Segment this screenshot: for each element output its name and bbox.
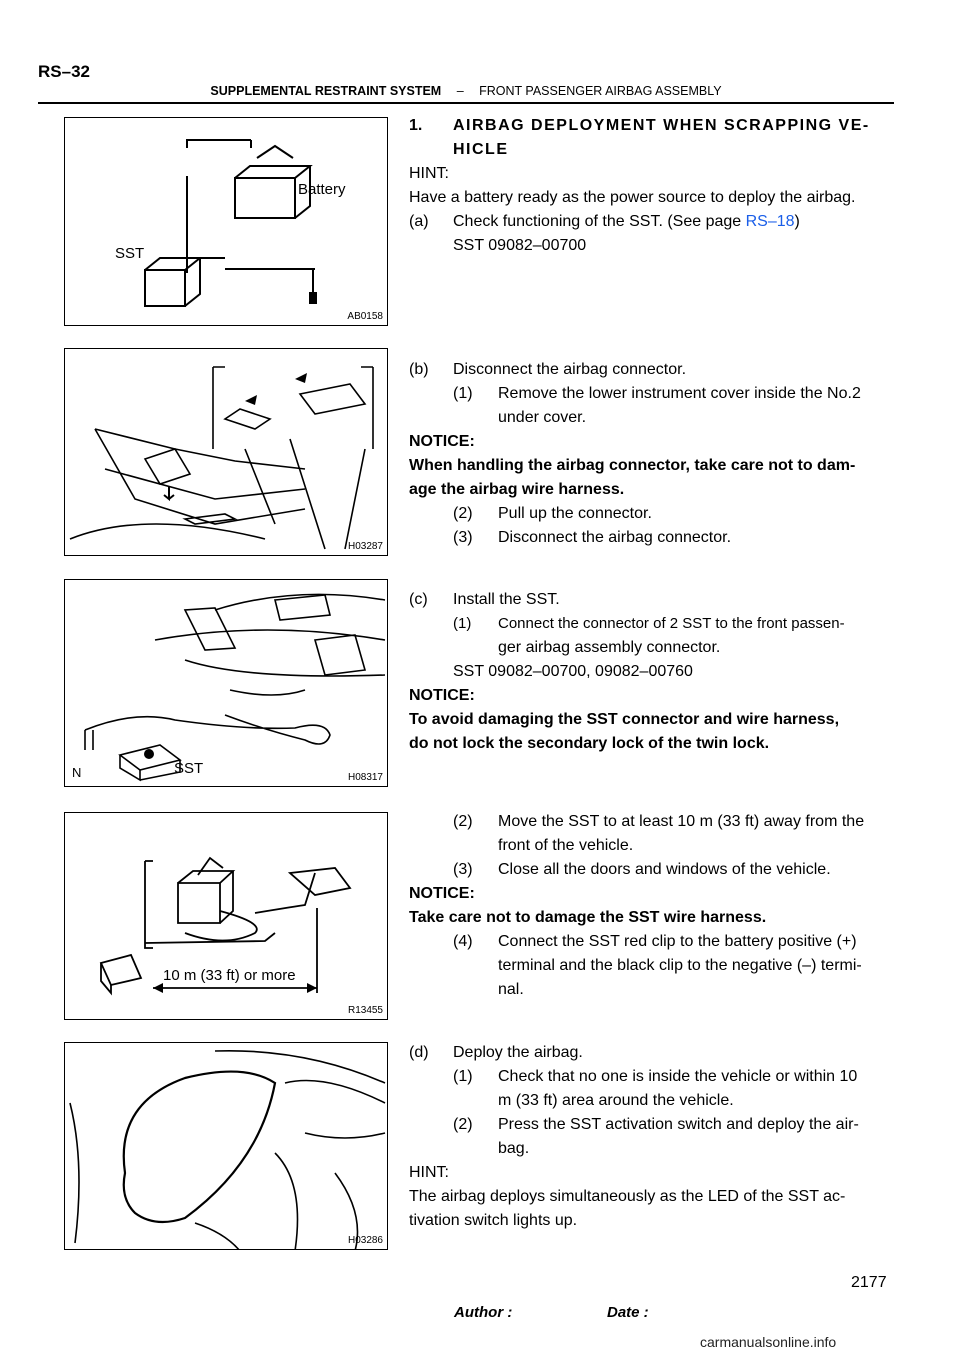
figure-airbag-connector xyxy=(64,348,388,556)
hint-label: HINT: xyxy=(409,165,449,182)
notice-label: NOTICE: xyxy=(409,885,475,902)
item-text: Press the SST activation switch and deploy the air- xyxy=(498,1116,859,1133)
figure-install-sst xyxy=(64,579,388,787)
notice-label: NOTICE: xyxy=(409,687,475,704)
sst-number: SST 09082–00700 xyxy=(453,237,587,254)
notice-text-cont: age the airbag wire harness. xyxy=(409,481,625,498)
page-code: RS–32 xyxy=(38,62,90,81)
item-text: Connect the SST red clip to the battery positive (+) xyxy=(498,933,857,950)
item-text: Connect the connector of 2 SST to the front passen- xyxy=(498,615,845,632)
deployed-airbag-drawing xyxy=(65,1043,388,1250)
sst-distance-drawing xyxy=(65,813,388,1020)
item-number: (1) xyxy=(453,1068,473,1085)
section-airbag-deployment xyxy=(409,114,895,258)
battery-label: Battery xyxy=(298,181,346,198)
sub-step-text: Install the SST. xyxy=(453,591,560,608)
figure-code: AB0158 xyxy=(347,311,383,322)
sub-step-number: (d) xyxy=(409,1044,429,1061)
item-text: Check that no one is inside the vehicle or within 10 xyxy=(498,1068,858,1085)
orientation-mark: N xyxy=(72,765,82,780)
glovebox-connector-drawing xyxy=(65,349,388,556)
item-text-cont: nal. xyxy=(498,981,524,998)
item-text: Pull up the connector. xyxy=(498,505,652,522)
figure-code: H03286 xyxy=(347,1235,383,1246)
header-rule xyxy=(38,102,894,104)
notice-text: When handling the airbag connector, take care not to dam- xyxy=(409,457,856,474)
notice-label: NOTICE: xyxy=(409,433,475,450)
notice-text: To avoid damaging the SST connector and wire harness, xyxy=(409,711,840,728)
item-number: (2) xyxy=(453,1116,473,1133)
section-disconnect-connector xyxy=(409,358,895,550)
item-number: (3) xyxy=(453,529,473,546)
figure-code: H08317 xyxy=(347,772,383,783)
header-dash: – xyxy=(456,84,464,98)
item-text-cont: terminal and the black clip to the negative (–) termi- xyxy=(498,957,862,974)
hint-text-cont: tivation switch lights up. xyxy=(409,1212,578,1229)
item-text: Move the SST to at least 10 m (33 ft) away from the xyxy=(498,813,865,830)
date-label: Date : xyxy=(607,1304,649,1321)
battery-sst-drawing xyxy=(65,118,388,326)
sub-step-text: Check functioning of the SST. (See page xyxy=(453,213,746,230)
page-number: 2177 xyxy=(851,1274,887,1291)
notice-text-cont: do not lock the secondary lock of the twin lock. xyxy=(409,735,770,752)
item-number: (3) xyxy=(453,861,473,878)
figure-code: H03287 xyxy=(347,541,383,552)
sub-step-number: (c) xyxy=(409,591,428,608)
step-number: 1. xyxy=(409,117,423,134)
item-text-cont: under cover. xyxy=(498,409,587,426)
item-number: (1) xyxy=(453,615,472,632)
sub-step-text-end: ) xyxy=(794,213,800,230)
item-text-cont: front of the vehicle. xyxy=(498,837,634,854)
item-number: (4) xyxy=(453,933,473,950)
figure-code: R13455 xyxy=(347,1005,383,1016)
notice-text: Take care not to damage the SST wire harness. xyxy=(409,909,767,926)
item-text: Close all the doors and windows of the vehicle. xyxy=(498,861,831,878)
step-heading: AIRBAG DEPLOYMENT WHEN SCRAPPING VE- xyxy=(453,117,870,134)
item-text-cont: ger airbag assembly connector. xyxy=(498,639,721,656)
sst-number: SST 09082–00700, 09082–00760 xyxy=(453,663,693,680)
hint-text: Have a battery ready as the power source to deploy the airbag. xyxy=(409,189,856,206)
sst-label: SST xyxy=(115,245,145,262)
author-label: Author : xyxy=(454,1304,513,1321)
hint-label: HINT: xyxy=(409,1164,449,1181)
item-number: (2) xyxy=(453,813,473,830)
section-move-sst xyxy=(409,810,895,1002)
item-number: (2) xyxy=(453,505,473,522)
item-text-cont: m (33 ft) area around the vehicle. xyxy=(498,1092,734,1109)
sub-step-text: Deploy the airbag. xyxy=(453,1044,583,1061)
item-text-cont: bag. xyxy=(498,1140,530,1157)
system-title: SUPPLEMENTAL RESTRAINT SYSTEM xyxy=(210,84,442,98)
sub-step-number: (a) xyxy=(409,213,429,230)
sub-step-number: (b) xyxy=(409,361,429,378)
figure-airbag-deployed xyxy=(64,1042,388,1250)
hint-text: The airbag deploys simultaneously as the LED of the SST ac- xyxy=(409,1188,846,1205)
step-heading-cont: HICLE xyxy=(453,141,509,158)
dashboard-sst-drawing xyxy=(65,580,388,787)
figure-battery-sst xyxy=(64,117,388,326)
section-title: FRONT PASSENGER AIRBAG ASSEMBLY xyxy=(479,84,722,98)
item-text: Remove the lower instrument cover inside the No.2 xyxy=(498,385,861,402)
sub-step-text: Disconnect the airbag connector. xyxy=(453,361,687,378)
page-header-title xyxy=(38,84,894,98)
section-install-sst xyxy=(409,588,895,756)
distance-label: 10 m (33 ft) or more xyxy=(163,967,296,984)
page-link[interactable]: RS–18 xyxy=(745,213,795,230)
figure-sst-distance xyxy=(64,812,388,1020)
item-number: (1) xyxy=(453,385,473,402)
watermark: carmanualsonline.info xyxy=(700,1334,837,1350)
sst-label: SST xyxy=(174,760,204,777)
section-deploy-airbag xyxy=(409,1041,895,1233)
item-text: Disconnect the airbag connector. xyxy=(498,529,732,546)
